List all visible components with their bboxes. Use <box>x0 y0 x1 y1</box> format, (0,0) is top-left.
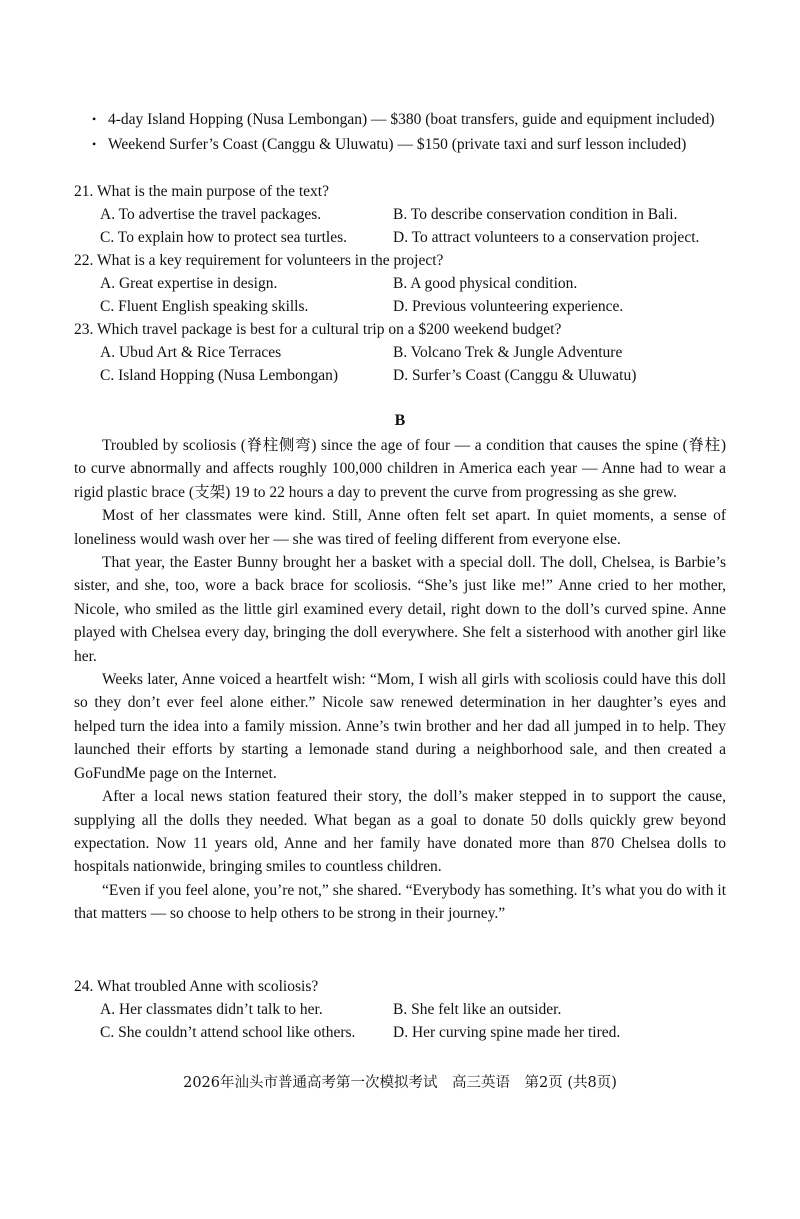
bullet-icon: • <box>92 112 97 126</box>
option-c: C. Island Hopping (Nusa Lembongan) <box>100 367 339 384</box>
option-b: B. Volcano Trek & Jungle Adventure <box>393 344 623 361</box>
reading-passage <box>74 434 726 926</box>
paragraph: Most of her classmates were kind. Still, Anne often felt set apart. In quiet moments, a sense of loneliness would wash over her — she was tired of feeling different from everyone else. <box>74 507 726 548</box>
question-23 <box>74 318 764 387</box>
option-a: A. Her classmates didn’t talk to her. <box>100 1001 323 1018</box>
package-text: Weekend Surfer’s Coast (Canggu & Uluwatu) — $150 (private taxi and surf lesson included) <box>108 136 687 153</box>
option-c: C. To explain how to protect sea turtles. <box>100 229 348 246</box>
paragraph: “Even if you feel alone, you’re not,” she shared. “Everybody has something. It’s what you do with it that matters — so choose to help others to be strong in their journey.” <box>74 881 726 923</box>
option-b: B. To describe conservation condition in Bali. <box>393 206 678 223</box>
question-stem: 23. Which travel package is best for a cultural trip on a $200 weekend budget? <box>74 321 562 338</box>
question-21 <box>74 180 764 249</box>
list-item <box>92 133 772 156</box>
question-24 <box>74 975 764 1044</box>
option-a: A. To advertise the travel packages. <box>100 206 322 223</box>
paragraph: Troubled by scoliosis (脊柱侧弯) since the age of four — a condition that causes the spine (脊柱) to curve abnormally and affects roughly 100,000 children in America each year — Anne had to wear a rigid plastic brace (支架) 19 to 22 hours a day to prevent the curve from progressing as she grew. <box>74 437 726 501</box>
question-22 <box>74 249 764 318</box>
list-item <box>92 108 772 131</box>
paragraph: After a local news station featured their story, the doll’s maker stepped in to support the cause, supplying all the dolls they needed. What began as a goal to donate 50 dolls quickly grew beyond expectation. Now 11 years old, Anne and her family have donated more than 870 Chelsea dolls to hospitals nationwide, bringing smiles to countless children. <box>74 788 726 876</box>
option-d: D. To attract volunteers to a conservation project. <box>393 229 700 246</box>
option-d: D. Her curving spine made her tired. <box>393 1024 621 1041</box>
paragraph: Weeks later, Anne voiced a heartfelt wish: “Mom, I wish all girls with scoliosis could have this doll so they don’t ever feel alone either.” Nicole saw renewed determination in her daughter’s eyes and helped turn the idea into a family mission. Anne’s twin brother and her dad all jumped in to help. They launched their efforts by starting a lemonade stand during a neighborhood sale, and then created a GoFundMe page on the Internet. <box>74 671 726 782</box>
page-footer: 2026年汕头市普通高考第一次模拟考试 高三英语 第2页 (共8页) <box>183 1075 617 1091</box>
option-a: A. Great expertise in design. <box>100 275 278 292</box>
option-b: B. A good physical condition. <box>393 275 578 292</box>
question-stem: 24. What troubled Anne with scoliosis? <box>74 978 319 995</box>
bullet-icon: • <box>92 137 97 151</box>
paragraph: That year, the Easter Bunny brought her a basket with a special doll. The doll, Chelsea, is Barbie’s sister, and she, too, wore a back brace for scoliosis. “She’s just like me!” Anne cried to her mother, Nicole, who smiled as the little girl examined every detail, right down to the doll’s curved spine. Anne played with Chelsea every day, bringing the doll everywhere. She felt a sisterhood with another girl like her. <box>74 554 726 665</box>
option-a: A. Ubud Art & Rice Terraces <box>100 344 282 361</box>
package-text: 4-day Island Hopping (Nusa Lembongan) — $380 (boat transfers, guide and equipment included) <box>108 111 715 128</box>
option-d: D. Surfer’s Coast (Canggu & Uluwatu) <box>393 367 637 384</box>
option-b: B. She felt like an outsider. <box>393 1001 562 1018</box>
question-stem: 21. What is the main purpose of the text? <box>74 183 329 200</box>
option-c: C. She couldn’t attend school like others. <box>100 1024 356 1041</box>
option-c: C. Fluent English speaking skills. <box>100 298 309 315</box>
section-title: B <box>394 412 406 429</box>
question-stem: 22. What is a key requirement for volunteers in the project? <box>74 252 444 269</box>
option-d: D. Previous volunteering experience. <box>393 298 624 315</box>
travel-package-list <box>92 108 772 158</box>
